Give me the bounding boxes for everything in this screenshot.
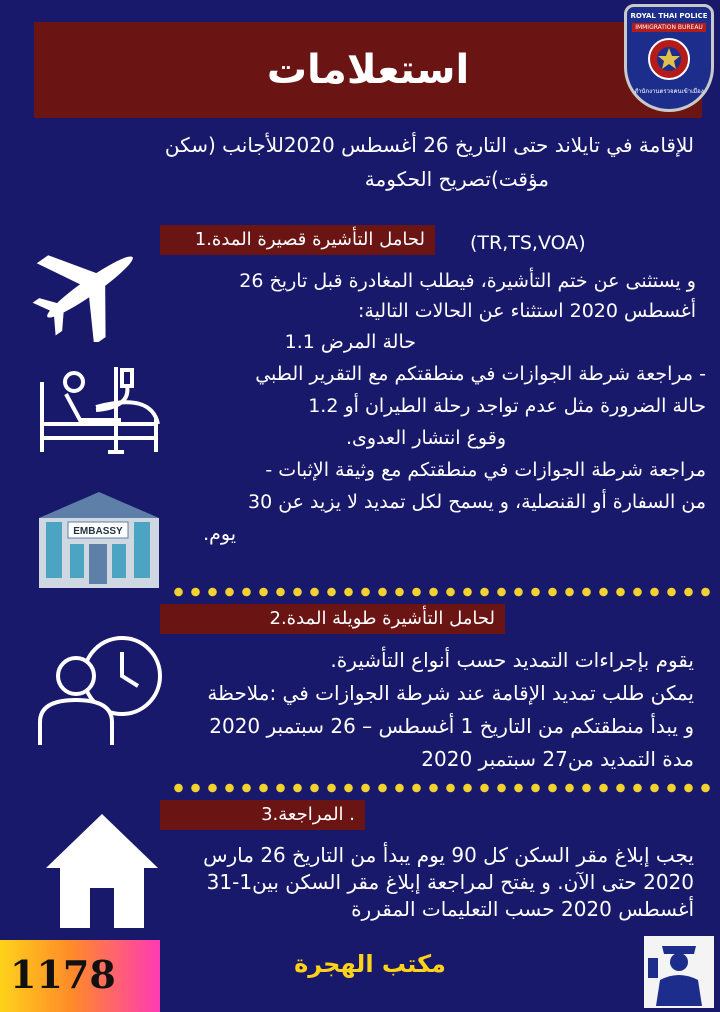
body-line: 2020 حتى الآن. و يفتح لمراجعة إبلاغ مقر السكن بين1-31 bbox=[206, 870, 694, 894]
body-line: يوم. bbox=[203, 523, 236, 545]
case-title: حالة المرض 1.1 bbox=[284, 331, 416, 353]
body-line: وقوع انتشار العدوى. bbox=[346, 427, 506, 449]
police-officer-icon bbox=[644, 936, 714, 1008]
dots-divider bbox=[170, 586, 710, 598]
case-title: حالة الضرورة مثل عدم تواجد رحلة الطيران أو 1.2 bbox=[308, 395, 706, 417]
intro-text bbox=[34, 128, 694, 196]
embassy-icon bbox=[34, 490, 164, 590]
section3-body bbox=[154, 842, 694, 923]
body-line: مدة التمديد من27 سبتمبر 2020 bbox=[421, 747, 694, 771]
title-bar bbox=[34, 22, 702, 118]
embassy-sign-text: EMBASSY bbox=[73, 526, 123, 537]
body-line: يجب إبلاغ مقر السكن كل 90 يوم يبدأ من التاريخ 26 مارس bbox=[203, 843, 694, 867]
body-line: من السفارة أو القنصلية، و يسمح لكل تمديد لا يزيد عن 30 bbox=[247, 491, 706, 513]
body-line: أغسطس 2020 حسب التعليمات المقررة bbox=[351, 897, 694, 921]
badge-emblem-icon bbox=[646, 36, 692, 82]
page-title: استعلامات bbox=[266, 47, 470, 93]
body-line: - مراجعة شرطة الجوازات في منطقتكم مع التقرير الطبي bbox=[255, 363, 706, 385]
hospital-bed-icon bbox=[36, 362, 166, 462]
office-name: مكتب الهجرة bbox=[294, 950, 446, 978]
badge-org-name: ROYAL THAI POLICE bbox=[630, 12, 708, 20]
section2-body bbox=[154, 644, 694, 776]
police-badge bbox=[624, 4, 714, 112]
house-icon bbox=[42, 810, 162, 930]
visa-types-label: (TR,TS,VOA) bbox=[470, 232, 586, 254]
body-line: و يبدأ منطقتكم من التاريخ 1 أغسطس – 26 سبتمبر 2020 bbox=[209, 714, 694, 738]
body-line: مراجعة شرطة الجوازات في منطقتكم مع وثيقة الإثبات - bbox=[265, 459, 706, 481]
airplane-icon bbox=[30, 232, 150, 342]
body-line: أغسطس 2020 استثناء عن الحالات التالية: bbox=[357, 300, 696, 322]
section3-heading: . المراجعة.3 bbox=[160, 800, 365, 830]
section1-heading: لحامل التأشيرة قصيرة المدة.1 bbox=[160, 225, 435, 255]
intro-line: للإقامة في تايلاند حتى التاريخ 26 أغسطس 2020للأجانب (سكن bbox=[164, 133, 694, 157]
section1-body bbox=[176, 266, 696, 326]
badge-bureau-name: IMMIGRATION BUREAU bbox=[632, 23, 706, 32]
hotline-number: 1178 bbox=[10, 952, 116, 997]
section1-cases bbox=[176, 326, 706, 550]
intro-line: مؤقت)تصريح الحكومة bbox=[364, 167, 549, 191]
badge-thai-name: สำนักงานตรวจคนเข้าเมือง bbox=[634, 88, 704, 95]
person-clock-icon bbox=[34, 630, 164, 750]
body-line: و يستثنى عن ختم التأشيرة، فيطلب المغادرة قبل تاريخ 26 bbox=[239, 270, 696, 292]
section2-heading: لحامل التأشيرة طويلة المدة.2 bbox=[160, 604, 505, 634]
body-line: يمكن طلب تمديد الإقامة عند شرطة الجوازات في :ملاحظة bbox=[207, 681, 694, 705]
body-line: يقوم بإجراءات التمديد حسب أنواع التأشيرة. bbox=[330, 648, 694, 672]
dots-divider bbox=[170, 782, 710, 794]
